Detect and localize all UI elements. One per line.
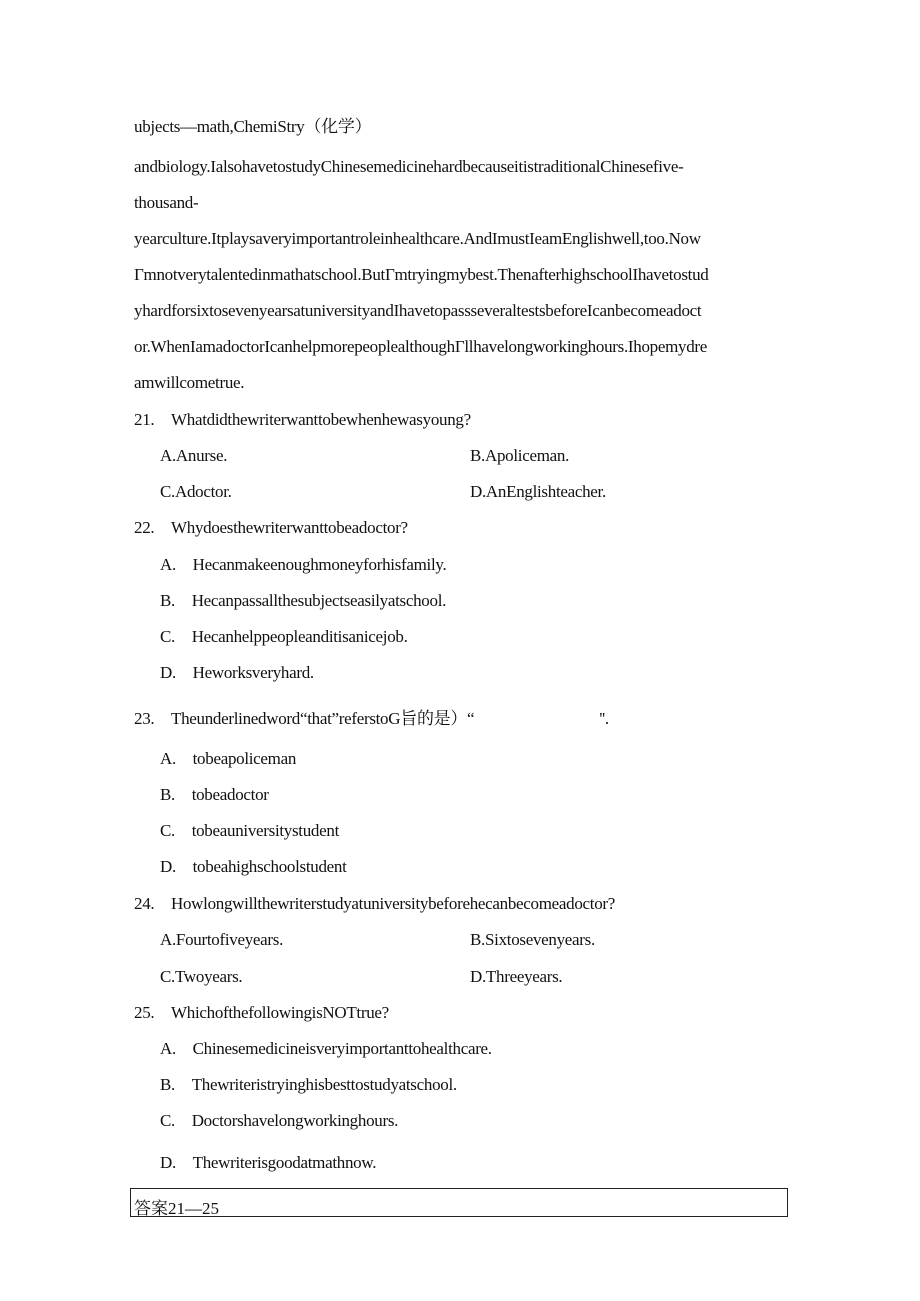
passage-line-8: amwillcometrue.	[134, 373, 245, 392]
passage-line-5: Γmnotverytalentedinmathatschool.ButΓmtryingmybest.ThenafterhighschoolIhavetostud	[134, 265, 709, 284]
q25-option-b[interactable]: B. Thewriteristryinghisbesttostudyatschool.	[160, 1075, 457, 1094]
q24-option-d[interactable]: D.Threeyears.	[470, 967, 563, 986]
question-number: 22.	[134, 518, 155, 537]
question-number: 23.	[134, 709, 155, 728]
q25-option-c[interactable]: C. Doctorshavelongworkinghours.	[160, 1111, 399, 1130]
q24-option-b[interactable]: B.Sixtosevenyears.	[470, 930, 595, 949]
passage-line-2: andbiology.IalsohavetostudyChinesemedicinehardbecauseitistraditionalChinesefive-	[134, 157, 684, 176]
question-25	[134, 1003, 389, 1023]
answer-label: 答案21—25	[134, 1199, 219, 1218]
q23-option-a[interactable]: A. tobeapoliceman	[160, 749, 297, 768]
question-23	[134, 704, 609, 729]
question-24	[134, 894, 615, 914]
q21-option-a[interactable]: A.Anurse.	[160, 446, 228, 465]
q21-option-d[interactable]: D.AnEnglishteacher.	[470, 482, 606, 501]
passage-line-3: thousand-	[134, 193, 199, 212]
q23-option-d[interactable]: D. tobeahighschoolstudent	[160, 857, 347, 876]
question-text: Theunderlinedword“that”referstoG旨的是）“ ''.	[171, 709, 609, 728]
question-number: 25.	[134, 1003, 155, 1022]
question-text: Whatdidthewriterwanttobewhenhewasyoung?	[171, 410, 471, 429]
q22-option-a[interactable]: A. Hecanmakeenoughmoneyforhisfamily.	[160, 555, 447, 574]
q22-option-b[interactable]: B. Hecanpassallthesubjectseasilyatschool.	[160, 591, 447, 610]
question-22	[134, 518, 408, 538]
q23-option-b[interactable]: B. tobeadoctor	[160, 785, 269, 804]
question-text: Howlongwillthewriterstudyatuniversitybeforehecanbecomeadoctor?	[171, 894, 616, 913]
passage-line-1: ubjects—math,ChemiStry（化学）	[134, 117, 372, 136]
question-number: 21.	[134, 410, 155, 429]
passage-line-6: yhardforsixtosevenyearsatuniversityandIhavetopassseveraltestsbeforeIcanbecomeadoct	[134, 301, 702, 320]
q24-option-a[interactable]: A.Fourtofiveyears.	[160, 930, 284, 949]
answer-box[interactable]	[130, 1188, 788, 1217]
question-21	[134, 410, 471, 430]
q21-option-b[interactable]: B.Apoliceman.	[470, 446, 570, 465]
q22-option-c[interactable]: C. Hecanhelppeopleanditisanicejob.	[160, 627, 408, 646]
q25-option-a[interactable]: A. Chinesemedicineisveryimportanttohealthcare.	[160, 1039, 492, 1058]
question-text: Whydoesthewriterwanttobeadoctor?	[171, 518, 408, 537]
q24-option-c[interactable]: C.Twoyears.	[160, 967, 243, 986]
q21-option-c[interactable]: C.Adoctor.	[160, 482, 232, 501]
q23-option-c[interactable]: C. tobeauniversitystudent	[160, 821, 340, 840]
question-text: WhichofthefollowingisNOTtrue?	[171, 1003, 389, 1022]
q22-option-d[interactable]: D. Heworksveryhard.	[160, 663, 314, 682]
q25-option-d[interactable]: D. Thewriterisgoodatmathnow.	[160, 1153, 377, 1172]
question-number: 24.	[134, 894, 155, 913]
passage-line-7: or.WhenIamadoctorIcanhelpmorepeoplealthoughΓllhavelongworkinghours.Ihopemydre	[134, 337, 708, 356]
passage-line-4: yearculture.Itplaysaveryimportantroleinhealthcare.AndImustIeamEnglishwell,too.Now	[134, 229, 701, 248]
